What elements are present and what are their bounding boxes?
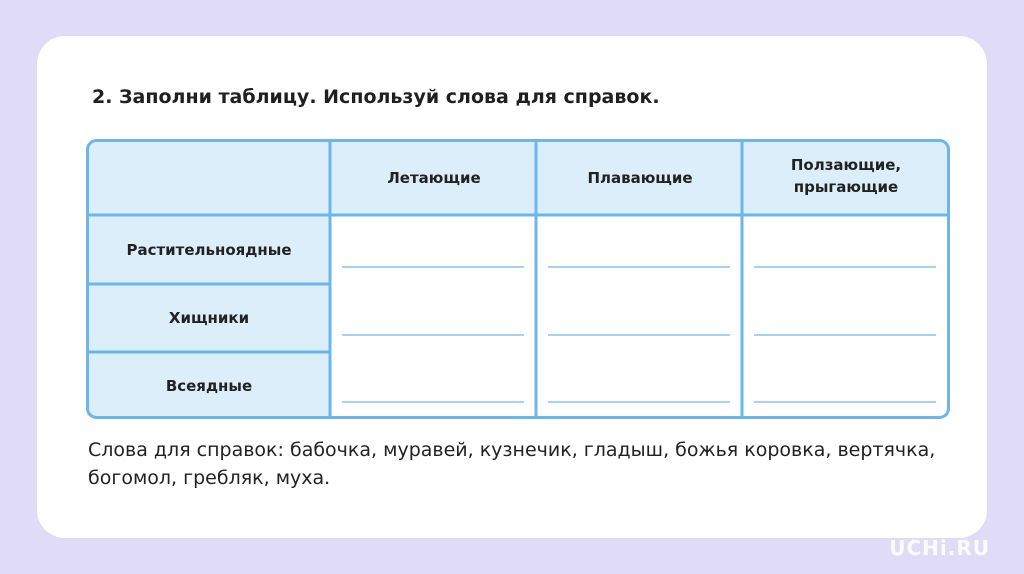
row-header-predators: Хищники	[168, 309, 250, 327]
reference-label: Слова для справок:	[88, 439, 284, 461]
column-header-crawling-jumping: Ползающие, прыгающие	[790, 156, 902, 196]
row-header-herbivores: Растительноядные	[126, 241, 292, 259]
row-header-omnivores: Всеядные	[165, 377, 253, 395]
reference-words	[88, 436, 948, 492]
column-header-flying: Летающие	[387, 169, 481, 187]
fill-in-table	[86, 139, 950, 419]
answer-lines	[342, 267, 936, 402]
uchi-ru-watermark: UCHi.RU	[889, 536, 990, 560]
task-title: 2. Заполни таблицу. Используй слова для справок.	[92, 86, 660, 108]
reference-word-list: бабочка, муравей, кузнечик, гладыш, божья коровка, вертячка, богомол, гребляк, муха.	[88, 439, 936, 489]
column-header-swimming: Плавающие	[587, 169, 693, 187]
